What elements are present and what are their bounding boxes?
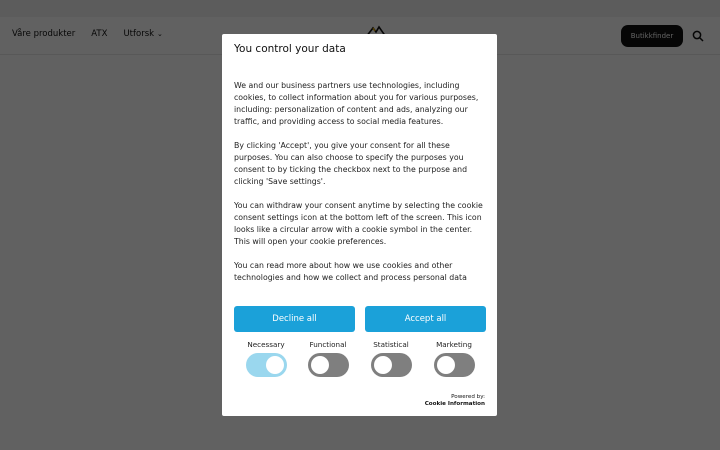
toggle-marketing-group (424, 340, 484, 377)
powered-by[interactable] (425, 394, 485, 408)
toggle-label: Functional (309, 340, 347, 349)
necessary-toggle[interactable] (246, 353, 287, 377)
consent-paragraph: You can read more about how we use cookies and other technologies and how we collect and process personal data (234, 261, 467, 282)
toggle-functional-group (298, 340, 358, 377)
statistical-toggle[interactable] (371, 353, 412, 377)
toggle-statistical-group (361, 340, 421, 377)
toggle-label: Statistical (373, 340, 409, 349)
consent-text[interactable] (234, 80, 486, 296)
toggle-label: Necessary (247, 340, 285, 349)
toggle-knob (266, 356, 284, 374)
consent-paragraph: By clicking 'Accept', you give your consent for all these purposes. You can also choose to specify the purposes you consent to by ticking the checkbox next to the purpose and clicking 'Save settings'. (234, 141, 468, 186)
functional-toggle[interactable] (308, 353, 349, 377)
toggle-necessary-group (236, 340, 296, 377)
marketing-toggle[interactable] (434, 353, 475, 377)
toggle-knob (374, 356, 392, 374)
powered-by-label: Powered by: (451, 394, 485, 400)
powered-by-brand: Cookie Information (424, 401, 485, 407)
consent-paragraph: You can withdraw your consent anytime by selecting the cookie consent settings icon at the bottom left of the screen. This icon looks like a circular arrow with a cookie symbol in the center. This will open your cookie preferences. (234, 201, 483, 246)
cookie-consent-dialog (222, 34, 497, 416)
toggle-label: Marketing (436, 340, 472, 349)
toggle-knob (437, 356, 455, 374)
accept-all-button[interactable]: Accept all (365, 306, 486, 332)
consent-paragraph: We and our business partners use technologies, including cookies, to collect information about you for various purposes, including: personalization of content and ads, analyzing our traffic, and providing access to social media features. (234, 81, 479, 126)
decline-all-button[interactable]: Decline all (234, 306, 355, 332)
dialog-title: You control your data (234, 43, 346, 55)
toggle-knob (311, 356, 329, 374)
